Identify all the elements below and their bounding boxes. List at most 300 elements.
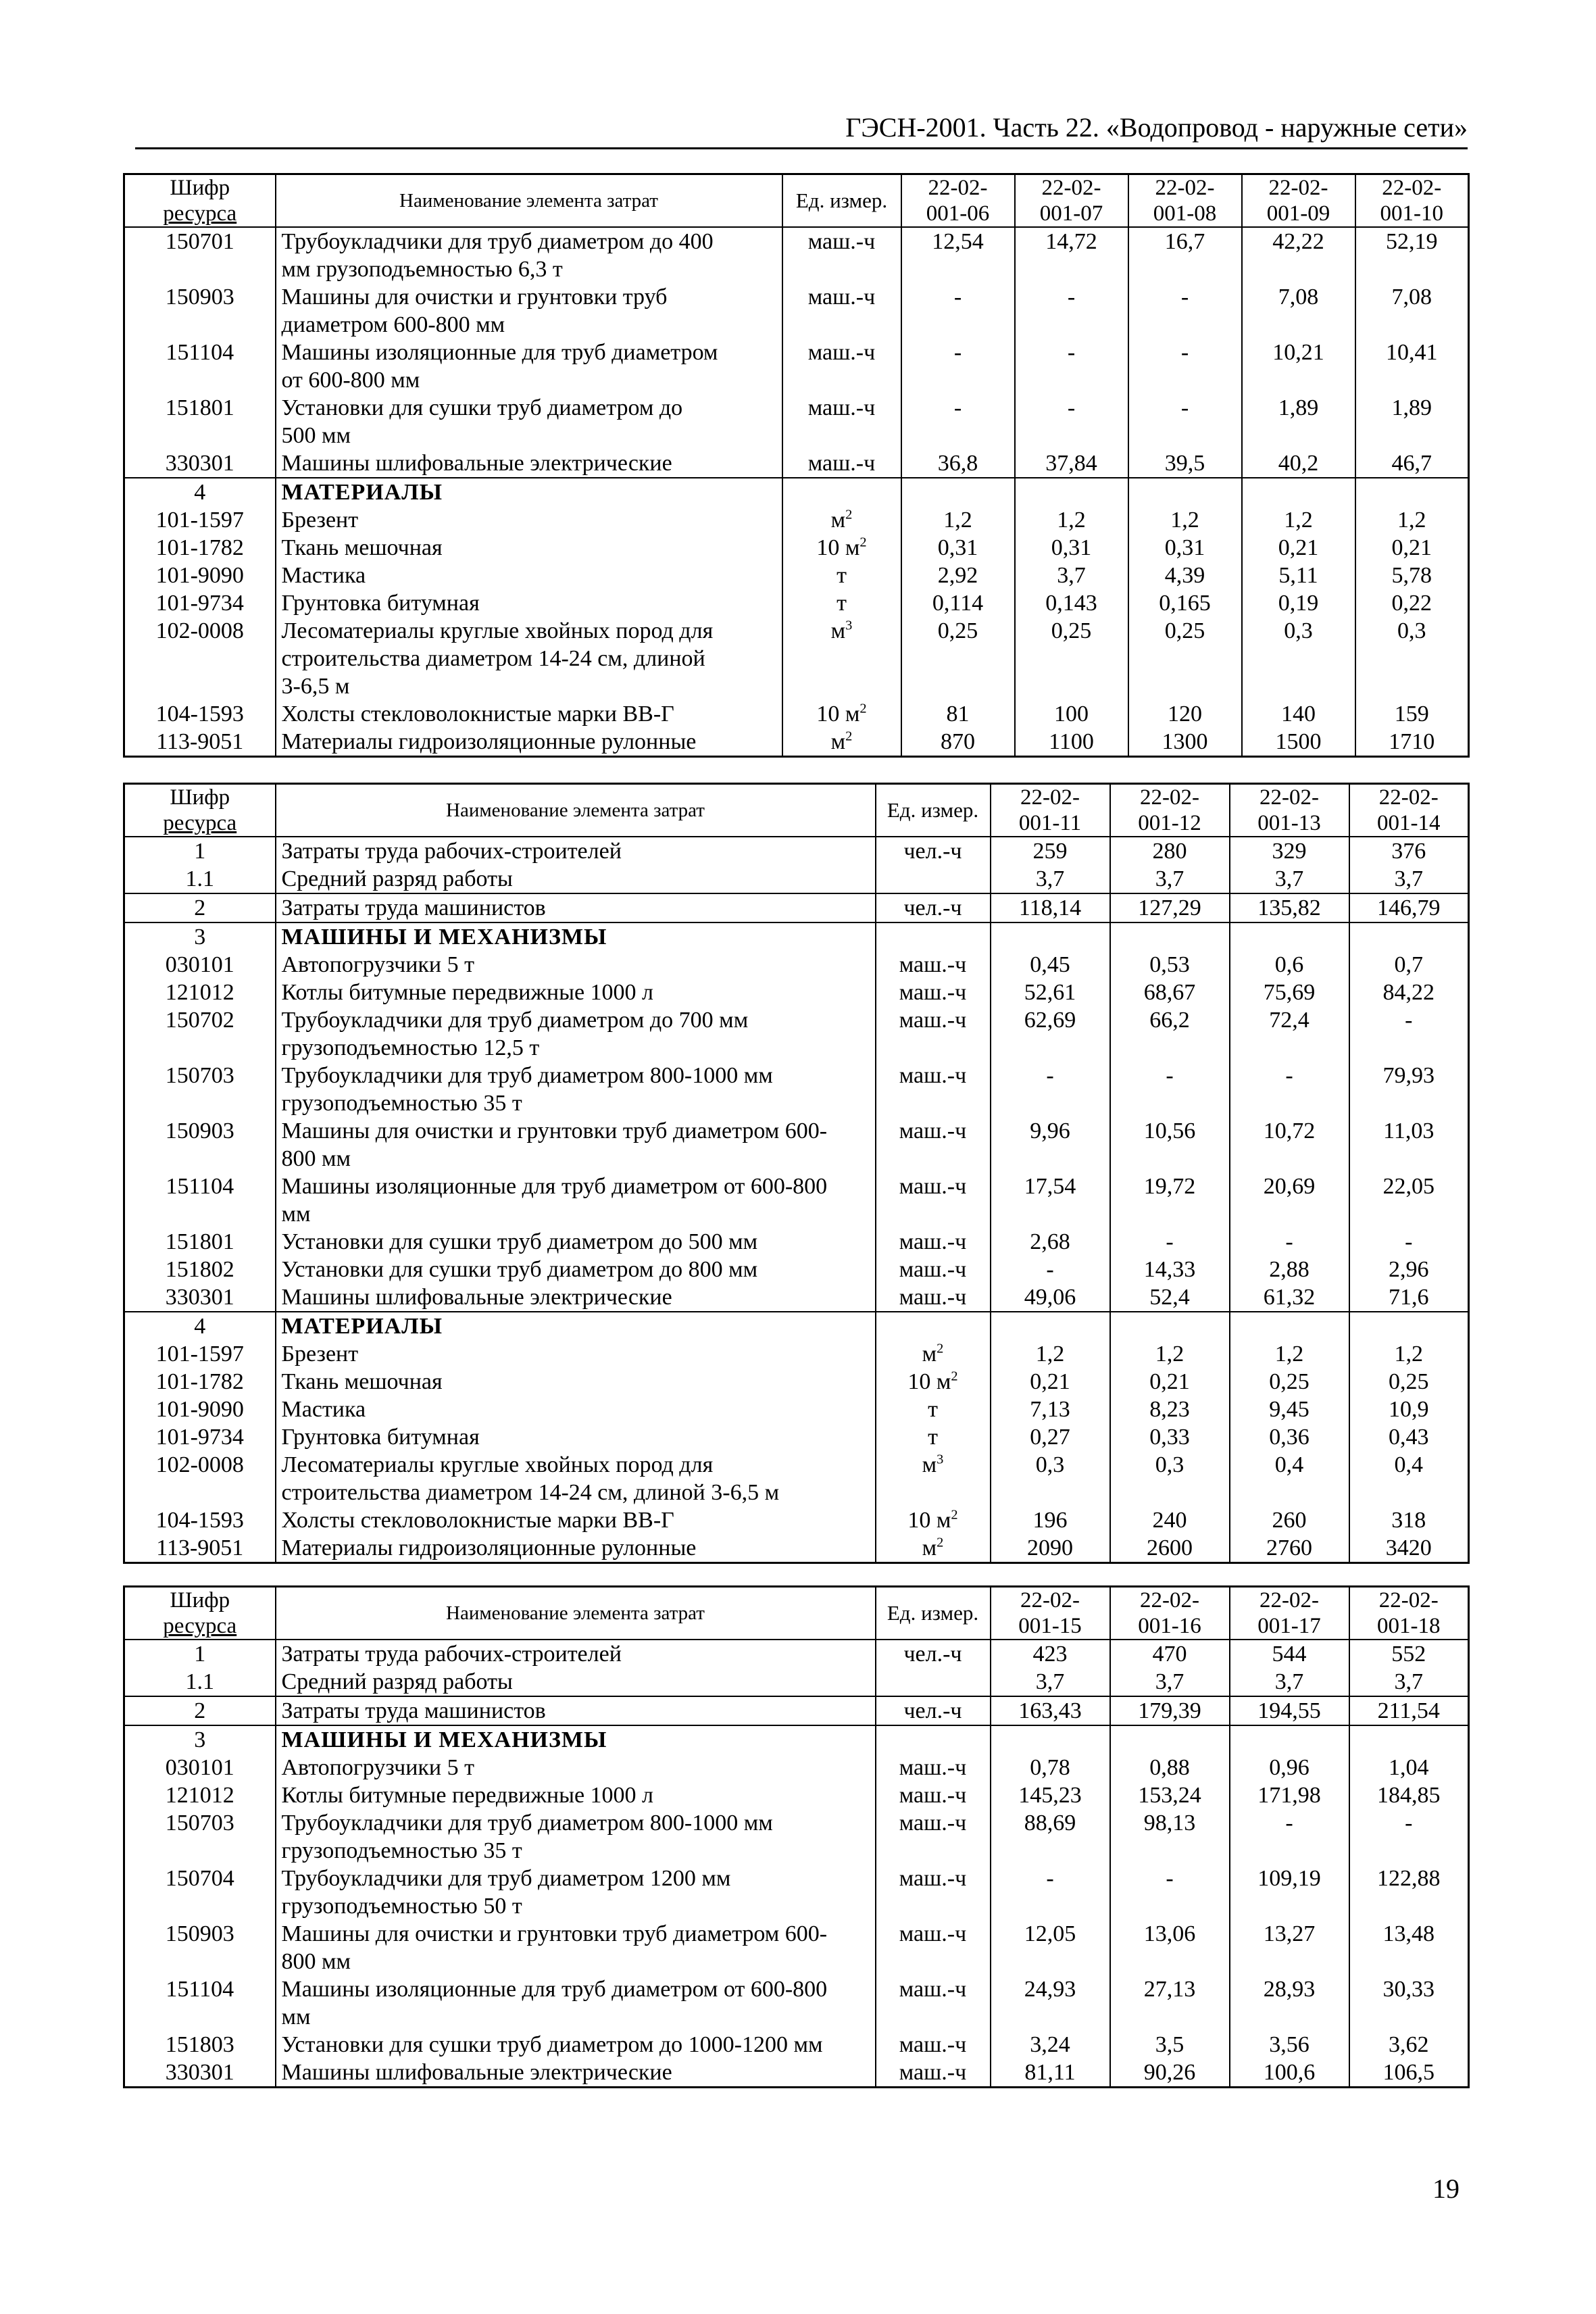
resource-name: [276, 1668, 876, 1696]
norm-value: 3,7: [1349, 865, 1469, 893]
resource-name-line: Брезент: [281, 508, 359, 533]
norm-value: -: [1128, 283, 1242, 339]
resource-name-line: Трубоукладчики для труб диаметром до 400: [281, 229, 714, 254]
header-code-line2: ресурса: [163, 1614, 237, 1638]
norm-value: 2600: [1110, 1534, 1230, 1563]
resource-name: [276, 1506, 876, 1534]
norm-value: [1230, 922, 1349, 951]
resource-name: [276, 1062, 876, 1117]
unit-text: маш.-ч: [899, 1008, 967, 1033]
table-row: [124, 1640, 1469, 1668]
resource-name-line: Ткань мешочная: [281, 1369, 443, 1394]
resource-unit: [876, 1696, 991, 1725]
norm-value: -: [1015, 394, 1128, 449]
resource-unit: [782, 617, 901, 700]
table-row: [124, 951, 1469, 979]
resource-unit: [876, 1368, 991, 1396]
header-norm-code-line: 001-10: [1380, 201, 1443, 226]
header-unit: Ед. измер.: [782, 174, 901, 228]
unit-text: м: [922, 1341, 937, 1367]
norm-value: -: [1230, 1228, 1349, 1256]
norm-value: -: [1110, 1865, 1230, 1920]
resource-name-line: мм: [281, 1202, 311, 1227]
unit-text: маш.-ч: [899, 1977, 967, 2002]
norm-value: 0,53: [1110, 951, 1230, 979]
unit-text: маш.-ч: [899, 1285, 967, 1310]
norm-value: [1128, 478, 1242, 506]
resource-unit: [876, 1640, 991, 1668]
norm-value: 3,7: [1230, 865, 1349, 893]
norm-value: [1110, 922, 1230, 951]
norm-value: 163,43: [991, 1696, 1110, 1725]
unit-text: м: [830, 508, 846, 533]
unit-text: маш.-ч: [807, 451, 876, 476]
resource-name-line: Брезент: [281, 1341, 359, 1367]
norm-value: 1,2: [1230, 1340, 1349, 1368]
norm-value: 14,72: [1015, 227, 1128, 283]
norm-value: 3,62: [1349, 2031, 1469, 2059]
norm-value: 3,7: [1110, 1668, 1230, 1696]
table-row: [124, 506, 1469, 534]
resource-unit: [876, 979, 991, 1006]
norm-value: 62,69: [991, 1006, 1110, 1062]
resource-table-3: [123, 1585, 1470, 2088]
resource-name: [276, 1640, 876, 1668]
norm-value: 1,2: [1349, 1340, 1469, 1368]
resource-name-line: Автопогрузчики 5 т: [281, 952, 474, 977]
norm-value: 3,24: [991, 2031, 1110, 2059]
resource-name-line: Машины шлифовальные электрические: [281, 1285, 672, 1310]
resource-name-line: мм: [281, 2004, 311, 2029]
unit-text: маш.-ч: [807, 229, 876, 254]
norm-value: 66,2: [1110, 1006, 1230, 1062]
table-row: [124, 1506, 1469, 1534]
norm-value: 145,23: [991, 1781, 1110, 1809]
norm-value: 2,92: [901, 562, 1015, 589]
header-norm-code: [1110, 1587, 1230, 1640]
resource-unit: [876, 1312, 991, 1340]
norm-value: 7,08: [1355, 283, 1469, 339]
norm-value: -: [1110, 1062, 1230, 1117]
norm-value: 10,9: [1349, 1396, 1469, 1423]
norm-value: 5,11: [1242, 562, 1355, 589]
resource-code: 101-1782: [124, 534, 276, 562]
header-unit: Ед. измер.: [876, 1587, 991, 1640]
norm-value: -: [991, 1062, 1110, 1117]
norm-value: 0,45: [991, 951, 1110, 979]
header-norm-code: [901, 174, 1015, 228]
resource-name: [276, 1725, 876, 1754]
resource-name: [276, 2059, 876, 2088]
header-norm-code-line: 001-18: [1377, 1614, 1441, 1638]
header-norm-code-line: 22-02-: [928, 176, 988, 200]
header-norm-code-line: 001-07: [1039, 201, 1103, 226]
resource-name: [276, 979, 876, 1006]
norm-value: 0,78: [991, 1754, 1110, 1781]
norm-value: 0,3: [1110, 1451, 1230, 1506]
resource-unit: [782, 506, 901, 534]
header-norm-code-line: 001-16: [1138, 1614, 1201, 1638]
unit-text: чел.-ч: [903, 1642, 962, 1667]
unit-text: чел.-ч: [903, 839, 962, 864]
resource-name: [276, 2031, 876, 2059]
resource-name-line: диаметром 600-800 мм: [281, 312, 505, 337]
resource-name-line: Мастика: [281, 1397, 366, 1422]
resource-name: [276, 227, 782, 283]
norm-value: 14,33: [1110, 1256, 1230, 1283]
resource-code: 3: [124, 1725, 276, 1754]
norm-value: 184,85: [1349, 1781, 1469, 1809]
resource-name: [276, 951, 876, 979]
norm-value: 68,67: [1110, 979, 1230, 1006]
norm-value: 19,72: [1110, 1173, 1230, 1228]
resource-unit: [876, 1396, 991, 1423]
resource-code: 121012: [124, 1781, 276, 1809]
norm-value: 3,56: [1230, 2031, 1349, 2059]
resource-code: 150903: [124, 283, 276, 339]
unit-text: 10 м: [816, 701, 860, 727]
resource-name-line: строительства диаметром 14-24 см, длиной: [281, 646, 705, 671]
norm-value: 1,04: [1349, 1754, 1469, 1781]
norm-value: 10,56: [1110, 1117, 1230, 1173]
unit-exponent: 2: [937, 1535, 944, 1550]
table-row: [124, 534, 1469, 562]
resource-name: [276, 1781, 876, 1809]
table-row: [124, 339, 1469, 394]
resource-code: 101-9090: [124, 1396, 276, 1423]
norm-value: 2760: [1230, 1534, 1349, 1563]
resource-name-line: Установки для сушки труб диаметром до 1000-1200 мм: [281, 2032, 823, 2057]
resource-name: [276, 1283, 876, 1312]
resource-name-line: Установки для сушки труб диаметром до 500 мм: [281, 1229, 758, 1254]
norm-value: 61,32: [1230, 1283, 1349, 1312]
norm-value: 13,48: [1349, 1920, 1469, 1975]
table-row: [124, 227, 1469, 283]
norm-value: 0,96: [1230, 1754, 1349, 1781]
header-norm-code-line: 22-02-: [1378, 785, 1439, 810]
header-name: Наименование элемента затрат: [276, 784, 876, 837]
norm-value: 1,2: [1110, 1340, 1230, 1368]
resource-name-line: 800 мм: [281, 1949, 351, 1974]
resource-code: 151104: [124, 339, 276, 394]
norm-value: -: [1349, 1228, 1469, 1256]
table-row: [124, 1173, 1469, 1228]
header-norm-code-line: 22-02-: [1260, 785, 1319, 810]
norm-value: 2090: [991, 1534, 1110, 1563]
resource-table-1: [123, 173, 1470, 758]
table-row: [124, 1451, 1469, 1506]
norm-value: [1110, 1725, 1230, 1754]
norm-value: 10,72: [1230, 1117, 1349, 1173]
header-norm-code-line: 22-02-: [1041, 176, 1101, 200]
resource-code: 150703: [124, 1809, 276, 1865]
header-norm-code: [1128, 174, 1242, 228]
header-norm-code: [1349, 784, 1469, 837]
resource-code: 102-0008: [124, 617, 276, 700]
resource-unit: [876, 1781, 991, 1809]
resource-name-line: Машины шлифовальные электрические: [281, 451, 672, 476]
unit-text: м: [830, 618, 846, 643]
resource-unit: [876, 1809, 991, 1865]
table-row: [124, 1062, 1469, 1117]
header-norm-code: [1230, 784, 1349, 837]
resource-name-line: строительства диаметром 14-24 см, длиной 3-6,5 м: [281, 1480, 780, 1505]
resource-unit: [876, 951, 991, 979]
resource-name-line: Холсты стекловолокнистые марки ВВ-Г: [281, 701, 674, 727]
resource-name-line: Материалы гидроизоляционные рулонные: [281, 729, 697, 754]
resource-name-line: Машины для очистки и грунтовки труб диаметром 600-: [281, 1921, 828, 1946]
resource-name: [276, 1975, 876, 2031]
norm-value: 28,93: [1230, 1975, 1349, 2031]
unit-text: маш.-ч: [899, 1755, 967, 1780]
resource-unit: [876, 1228, 991, 1256]
norm-value: -: [1015, 283, 1128, 339]
unit-text: маш.-ч: [807, 395, 876, 420]
resource-code: 151104: [124, 1173, 276, 1228]
resource-name: [276, 339, 782, 394]
resource-code: 4: [124, 478, 276, 506]
norm-value: 196: [991, 1506, 1110, 1534]
resource-code: 101-1782: [124, 1368, 276, 1396]
resource-name: [276, 1173, 876, 1228]
header-name: Наименование элемента затрат: [276, 1587, 876, 1640]
resource-code: 3: [124, 922, 276, 951]
norm-value: 3,7: [1015, 562, 1128, 589]
resource-code: 113-9051: [124, 1534, 276, 1563]
resource-name: [276, 1534, 876, 1563]
norm-value: 211,54: [1349, 1696, 1469, 1725]
norm-value: 1300: [1128, 728, 1242, 757]
resource-code: 151104: [124, 1975, 276, 2031]
norm-value: -: [1110, 1228, 1230, 1256]
norm-value: 171,98: [1230, 1781, 1349, 1809]
table-row: [124, 2031, 1469, 2059]
norm-value: 318: [1349, 1506, 1469, 1534]
norm-value: [991, 922, 1110, 951]
unit-exponent: 2: [845, 729, 853, 744]
norm-value: 3,7: [1230, 1668, 1349, 1696]
table-row: [124, 1920, 1469, 1975]
resource-code: 330301: [124, 449, 276, 478]
unit-text: 10 м: [907, 1508, 951, 1533]
norm-value: 100: [1015, 700, 1128, 728]
resource-name: [276, 1340, 876, 1368]
resource-name: [276, 506, 782, 534]
header-code-line1: Шифр: [170, 176, 230, 200]
resource-name-line: 800 мм: [281, 1146, 351, 1171]
resource-unit: [782, 283, 901, 339]
unit-text: маш.-ч: [899, 1783, 967, 1808]
table-row: [124, 1396, 1469, 1423]
norm-value: 0,31: [1128, 534, 1242, 562]
norm-value: 3,5: [1110, 2031, 1230, 2059]
table-header-row: [124, 1587, 1469, 1640]
resource-name-line: 3-6,5 м: [281, 674, 350, 699]
resource-name-line: Машины изоляционные для труб диаметром от 600-800: [281, 1977, 828, 2002]
header-norm-code: [1349, 1587, 1469, 1640]
resource-unit: [782, 227, 901, 283]
unit-text: маш.-ч: [899, 952, 967, 977]
resource-name: [276, 865, 876, 893]
norm-value: 0,43: [1349, 1423, 1469, 1451]
resource-unit: [876, 1534, 991, 1563]
resource-unit: [876, 1256, 991, 1283]
unit-text: чел.-ч: [903, 1698, 962, 1723]
norm-value: 544: [1230, 1640, 1349, 1668]
table-row: [124, 1534, 1469, 1563]
resource-name: [276, 1865, 876, 1920]
resource-unit: [876, 1506, 991, 1534]
norm-value: 7,08: [1242, 283, 1355, 339]
table-row: [124, 1668, 1469, 1696]
table-header-row: [124, 174, 1469, 228]
table-header-row: [124, 784, 1469, 837]
resource-code: 030101: [124, 951, 276, 979]
resource-name-line: Котлы битумные передвижные 1000 л: [281, 980, 654, 1005]
resource-name: [276, 394, 782, 449]
resource-code: 104-1593: [124, 700, 276, 728]
header-code-line2: ресурса: [163, 811, 237, 835]
resource-unit: [876, 1117, 991, 1173]
norm-value: 0,21: [1110, 1368, 1230, 1396]
norm-value: 81,11: [991, 2059, 1110, 2088]
resource-name-line: Машины изоляционные для труб диаметром от 600-800: [281, 1174, 828, 1199]
norm-value: -: [1349, 1006, 1469, 1062]
norm-value: 0,165: [1128, 589, 1242, 617]
norm-value: 9,45: [1230, 1396, 1349, 1423]
resource-unit: [782, 589, 901, 617]
norm-value: 0,143: [1015, 589, 1128, 617]
resource-name-line: Машины для очистки и грунтовки труб диаметром 600-: [281, 1118, 828, 1143]
header-norm-code: [1355, 174, 1469, 228]
header-norm-code-line: 22-02-: [1020, 1588, 1080, 1613]
resource-name-line: Затраты труда рабочих-строителей: [281, 1642, 622, 1667]
header-code: [124, 174, 276, 228]
resource-name: [276, 1256, 876, 1283]
header-norm-code-line: 001-12: [1138, 811, 1201, 835]
norm-value: 0,36: [1230, 1423, 1349, 1451]
norm-value: 1500: [1242, 728, 1355, 757]
unit-text: маш.-ч: [899, 980, 967, 1005]
table-row: [124, 1228, 1469, 1256]
resource-name-line: Установки для сушки труб диаметром до 800 мм: [281, 1257, 758, 1282]
resource-unit: [782, 534, 901, 562]
resource-name-line: Лесоматериалы круглые хвойных пород для: [281, 1452, 714, 1477]
norm-value: 40,2: [1242, 449, 1355, 478]
norm-value: 1,89: [1355, 394, 1469, 449]
table-row: [124, 1781, 1469, 1809]
resource-name-line: Материалы гидроизоляционные рулонные: [281, 1535, 697, 1560]
resource-name: [276, 562, 782, 589]
norm-value: [1355, 478, 1469, 506]
norm-value: 329: [1230, 837, 1349, 865]
table-row: [124, 1256, 1469, 1283]
norm-value: 470: [1110, 1640, 1230, 1668]
resource-code: 330301: [124, 1283, 276, 1312]
resource-name: [276, 478, 782, 506]
resource-name: [276, 893, 876, 922]
norm-value: 1,2: [1355, 506, 1469, 534]
unit-text: м: [922, 1535, 937, 1560]
norm-value: 90,26: [1110, 2059, 1230, 2088]
resource-code: 113-9051: [124, 728, 276, 757]
norm-value: 30,33: [1349, 1975, 1469, 2031]
norm-value: [1230, 1312, 1349, 1340]
resource-code: 2: [124, 893, 276, 922]
norm-value: 39,5: [1128, 449, 1242, 478]
resource-name: [276, 283, 782, 339]
norm-value: 81: [901, 700, 1015, 728]
unit-text: маш.-ч: [899, 1257, 967, 1282]
resource-name: [276, 1396, 876, 1423]
resource-unit: [876, 1920, 991, 1975]
resource-code: 1.1: [124, 1668, 276, 1696]
resource-table-2: [123, 783, 1470, 1564]
norm-value: 3420: [1349, 1534, 1469, 1563]
resource-name: [276, 1006, 876, 1062]
norm-value: 13,06: [1110, 1920, 1230, 1975]
norm-value: 0,3: [991, 1451, 1110, 1506]
resource-unit: [876, 1173, 991, 1228]
norm-value: 159: [1355, 700, 1469, 728]
resource-unit: [876, 1451, 991, 1506]
norm-value: 122,88: [1349, 1865, 1469, 1920]
unit-text: маш.-ч: [899, 1118, 967, 1143]
resource-name-line: Затраты труда рабочих-строителей: [281, 839, 622, 864]
resource-code: 101-1597: [124, 506, 276, 534]
unit-text: маш.-ч: [899, 1063, 967, 1088]
table-row: [124, 394, 1469, 449]
unit-text: маш.-ч: [899, 1811, 967, 1836]
norm-value: 0,6: [1230, 951, 1349, 979]
norm-value: 1,2: [1015, 506, 1128, 534]
unit-exponent: 2: [951, 1507, 958, 1523]
unit-exponent: 3: [845, 618, 853, 633]
resource-name-line: Машины для очистки и грунтовки труб: [281, 285, 668, 310]
unit-text: т: [837, 563, 847, 588]
table-row: [124, 1865, 1469, 1920]
unit-text: маш.-ч: [899, 1174, 967, 1199]
norm-value: 0,21: [1355, 534, 1469, 562]
norm-value: 0,31: [1015, 534, 1128, 562]
header-code-line1: Шифр: [170, 785, 230, 810]
norm-value: 0,21: [1242, 534, 1355, 562]
unit-text: т: [928, 1397, 938, 1422]
header-norm-code: [991, 784, 1110, 837]
norm-value: 0,25: [1230, 1368, 1349, 1396]
resource-code: 4: [124, 1312, 276, 1340]
norm-value: [1110, 1312, 1230, 1340]
header-code-line2: ресурса: [163, 201, 237, 226]
resource-name: [276, 1754, 876, 1781]
norm-value: -: [1015, 339, 1128, 394]
resource-name-line: от 600-800 мм: [281, 368, 420, 393]
resource-code: 101-9090: [124, 562, 276, 589]
norm-value: 0,33: [1110, 1423, 1230, 1451]
resource-name-line: грузоподъемностью 12,5 т: [281, 1035, 540, 1060]
resource-name-line: грузоподъемностью 50 т: [281, 1894, 522, 1919]
resource-code: 151801: [124, 394, 276, 449]
norm-value: -: [1230, 1809, 1349, 1865]
resource-unit: [876, 893, 991, 922]
header-norm-code-line: 22-02-: [1020, 785, 1080, 810]
resource-code: 151803: [124, 2031, 276, 2059]
unit-text: 10 м: [907, 1369, 951, 1394]
resource-unit: [876, 922, 991, 951]
norm-value: 10,21: [1242, 339, 1355, 394]
unit-text: маш.-ч: [807, 340, 876, 365]
norm-value: 46,7: [1355, 449, 1469, 478]
